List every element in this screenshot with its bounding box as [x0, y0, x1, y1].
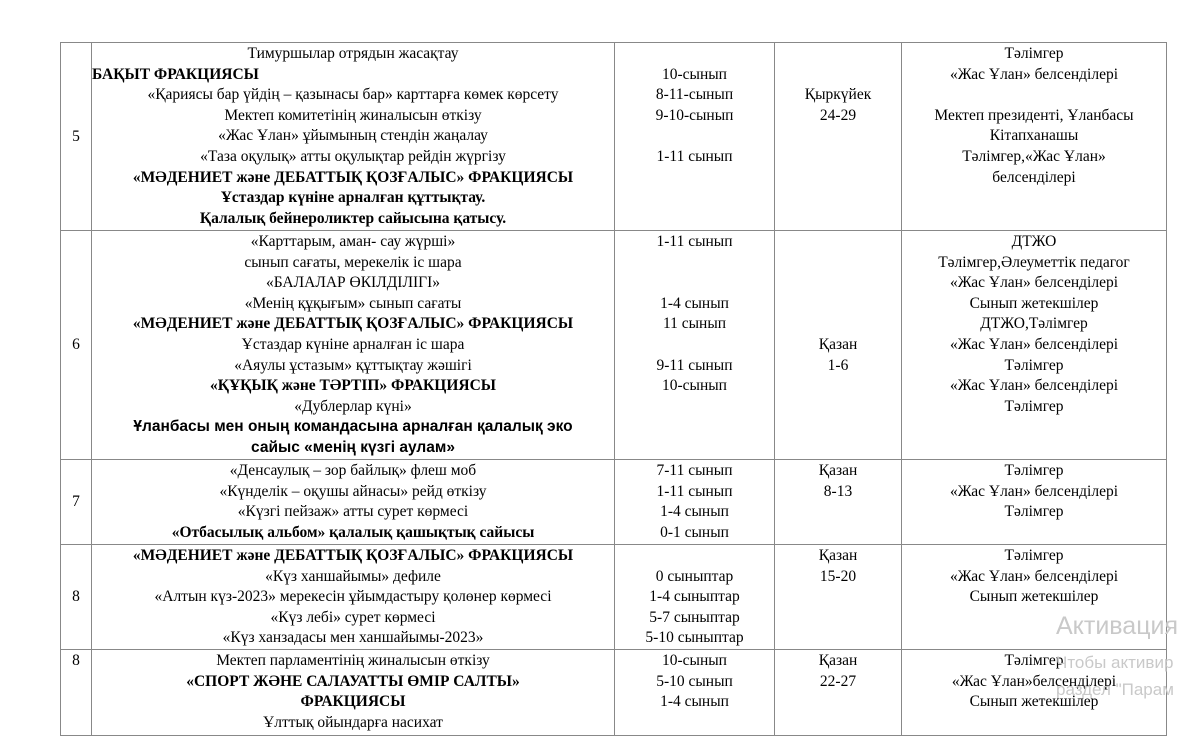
cell-line: Тәлімгер: [1004, 652, 1064, 669]
cell-line: 1-11 сынып: [656, 147, 733, 165]
event-line: «БАЛАЛАР ӨКІЛДІЛІГІ»: [265, 274, 441, 292]
event-line: «МӘДЕНИЕТ және ДЕБАТТЫҚ ҚОЗҒАЛЫС» ФРАКЦИЯСЫ: [132, 547, 574, 564]
cell-line: 1-6: [827, 356, 849, 374]
table-row: [61, 545, 1167, 650]
event-cell: [92, 43, 615, 231]
table-row: [61, 650, 1167, 736]
cell-line: 11 сынып: [662, 315, 727, 333]
cell-line: [775, 273, 901, 294]
event-line: Ұлттық ойындарға насихат: [263, 713, 443, 731]
date-cell: [775, 545, 902, 650]
event-line: Ұстаздар күніне арналған іс шара: [241, 335, 465, 353]
cell-line: 10-сынып: [662, 65, 727, 83]
event-line: «ҚҰҚЫҚ және ТӘРТІП» ФРАКЦИЯСЫ: [209, 377, 496, 395]
activation-watermark-line: Чтобы активир: [1056, 653, 1174, 672]
cell-line: Кітапханашы: [989, 127, 1079, 145]
responsible-cell: [902, 231, 1167, 460]
event-line: Ұланбасы мен оның командасына арналған қалалық эко: [133, 418, 573, 436]
event-line: сайыс «менің күзгі аулам»: [251, 438, 455, 456]
cell-line: [615, 335, 774, 356]
cell-line: Тәлімгер: [1004, 503, 1064, 521]
cell-line: 7-11 сынып: [656, 462, 733, 479]
cell-line: [775, 253, 901, 274]
table-row: [61, 43, 1167, 231]
cell-line: 8-13: [823, 482, 853, 500]
cell-line: [615, 44, 774, 65]
cell-line: Тәлімгер: [1004, 356, 1064, 374]
plan-table: [60, 42, 1167, 736]
cell-line: [902, 85, 1166, 106]
event-line: «МӘДЕНИЕТ және ДЕБАТТЫҚ ҚОЗҒАЛЫС» ФРАКЦИЯСЫ: [132, 315, 574, 333]
event-line: «Қариясы бар үйдің – қазынасы бар» карттарға көмек көрсету: [147, 86, 559, 104]
class-cell: [615, 460, 775, 545]
event-line: «Күз лебі» сурет көрмесі: [270, 608, 436, 626]
event-line: сынып сағаты, мерекелік іс шара: [244, 253, 462, 271]
cell-line: [775, 314, 901, 335]
cell-line: Тәлімгер: [1004, 397, 1064, 415]
cell-line: [615, 546, 774, 567]
cell-line: 1-4 сыныптар: [649, 588, 740, 606]
responsible-cell: [902, 545, 1167, 650]
date-cell: [775, 650, 902, 736]
row-number: 5: [61, 43, 92, 231]
cell-line: [615, 253, 774, 274]
responsible-cell: [902, 650, 1167, 736]
cell-line: 10-сынып: [662, 377, 727, 395]
event-line: «Күзгі пейзаж» атты сурет көрмесі: [237, 503, 469, 521]
cell-line: «Жас Ұлан» белсенділері: [949, 567, 1119, 585]
responsible-cell: [902, 43, 1167, 231]
class-cell: [615, 43, 775, 231]
cell-line: Қазан: [818, 652, 858, 669]
cell-line: Қазан: [818, 547, 858, 564]
cell-line: 5-10 сыныптар: [645, 629, 744, 647]
cell-line: 5-7 сыныптар: [649, 608, 740, 626]
cell-line: «Жас Ұлан» белсенділері: [949, 377, 1119, 395]
event-cell: [92, 650, 615, 736]
cell-line: 15-20: [819, 567, 857, 585]
activation-watermark-line: раздел "Парам: [1056, 680, 1174, 699]
cell-line: 1-4 сынып: [660, 693, 729, 711]
cell-line: Сынып жетекшілер: [969, 693, 1099, 711]
cell-line: [775, 232, 901, 253]
event-line: «Аяулы ұстазым» құттықтау жәшігі: [234, 356, 472, 374]
event-line: «Алтын күз-2023» мерекесін ұйымдастыру қолөнер көрмесі: [154, 588, 552, 606]
cell-line: Тәлімгер: [1004, 462, 1064, 479]
cell-line: 1-4 сынып: [660, 503, 729, 521]
table-row: [61, 231, 1167, 460]
cell-line: Қыркүйек: [804, 86, 872, 104]
class-cell: [615, 545, 775, 650]
event-line: ФРАКЦИЯСЫ: [300, 693, 406, 711]
event-cell: [92, 231, 615, 460]
cell-line: [615, 273, 774, 294]
cell-line: 0 сыныптар: [655, 567, 734, 585]
event-line: «Менің құқығым» сынып сағаты: [244, 294, 462, 312]
event-line: «Дублерлар күні»: [294, 397, 412, 415]
event-line: Қалалық бейнероликтер сайысына қатысу.: [199, 209, 507, 227]
cell-line: «Жас Ұлан» белсенділері: [949, 482, 1119, 500]
cell-line: 24-29: [819, 106, 857, 124]
event-line: «МӘДЕНИЕТ және ДЕБАТТЫҚ ҚОЗҒАЛЫС» ФРАКЦИЯСЫ: [132, 168, 574, 186]
responsible-cell: [902, 460, 1167, 545]
cell-line: Мектеп президенті, Ұланбасы: [934, 106, 1134, 124]
date-cell: [775, 43, 902, 231]
event-line: Мектеп парламентінің жиналысын өткізу: [216, 652, 490, 669]
row-number: 7: [61, 460, 92, 545]
cell-line: Сынып жетекшілер: [969, 588, 1099, 606]
cell-line: [775, 294, 901, 315]
event-line: Тимуршылар отрядын жасақтау: [247, 45, 459, 62]
cell-line: «Жас Ұлан» белсенділері: [949, 274, 1119, 292]
table-row: [61, 460, 1167, 545]
cell-line: 10-сынып: [662, 652, 727, 669]
class-cell: [615, 231, 775, 460]
cell-line: [775, 44, 901, 65]
cell-line: «Жас Ұлан» белсенділері: [949, 65, 1119, 83]
cell-line: Сынып жетекшілер: [969, 294, 1099, 312]
event-cell: [92, 545, 615, 650]
cell-line: 22-27: [819, 672, 857, 690]
event-line: «Денсаулық – зор байлық» флеш моб: [229, 462, 477, 479]
cell-line: белсенділері: [992, 168, 1076, 186]
cell-line: 8-11-сынып: [655, 86, 734, 104]
cell-line: Тәлімгер,Әлеуметтік педагог: [938, 253, 1130, 271]
cell-line: Тәлімгер,«Жас Ұлан»: [962, 147, 1106, 165]
date-cell: [775, 231, 902, 460]
cell-line: 5-10 сынып: [656, 672, 733, 690]
cell-line: 1-4 сынып: [660, 294, 729, 312]
cell-line: [615, 126, 774, 147]
event-line: «Таза оқулық» атты оқулықтар рейдін жүргізу: [200, 147, 506, 165]
cell-line: 0-1 сынып: [660, 523, 729, 541]
row-number: 8: [61, 545, 92, 650]
event-line: «СПОРТ ЖӘНЕ САЛАУАТТЫ ӨМІР САЛТЫ»: [186, 672, 520, 690]
event-line: «Күз ханшайымы» дефиле: [265, 567, 441, 585]
event-line: «Жас Ұлан» ұйымының стендін жаңалау: [218, 127, 488, 145]
event-line: «Карттарым, аман- сау жүрші»: [250, 233, 456, 250]
cell-line: 1-11 сынып: [656, 233, 733, 250]
event-line: «Күз ханзадасы мен ханшайымы-2023»: [222, 629, 484, 647]
row-number: 8: [61, 650, 92, 736]
cell-line: 9-11 сынып: [656, 356, 733, 374]
activation-watermark-title: Активация: [1056, 612, 1179, 640]
cell-line: 9-10-сынып: [655, 106, 734, 124]
event-line: БАҚЫТ ФРАКЦИЯСЫ: [92, 65, 259, 83]
cell-line: Тәлімгер: [1004, 547, 1064, 564]
cell-line: ДТЖО,Тәлімгер: [980, 315, 1088, 333]
cell-line: Қазан: [818, 462, 858, 479]
cell-line: [775, 65, 901, 86]
cell-line: Тәлімгер: [1004, 45, 1064, 62]
row-number: 6: [61, 231, 92, 460]
cell-line: «Жас Ұлан» белсенділері: [949, 335, 1119, 353]
date-cell: [775, 460, 902, 545]
event-line: Мектеп комитетінің жиналысын өткізу: [224, 106, 482, 124]
event-line: Ұстаздар күніне арналған құттықтау.: [220, 189, 486, 207]
event-line: «Күнделік – оқушы айнасы» рейд өткізу: [219, 482, 487, 500]
cell-line: ДТЖО: [1011, 233, 1057, 250]
cell-line: Қазан: [818, 335, 858, 353]
cell-line: 1-11 сынып: [656, 482, 733, 500]
event-line: «Отбасылық альбом» қалалық қашықтық сайысы: [171, 523, 535, 541]
event-cell: [92, 460, 615, 545]
cell-line: «Жас Ұлан»белсенділері: [951, 672, 1117, 690]
class-cell: [615, 650, 775, 736]
